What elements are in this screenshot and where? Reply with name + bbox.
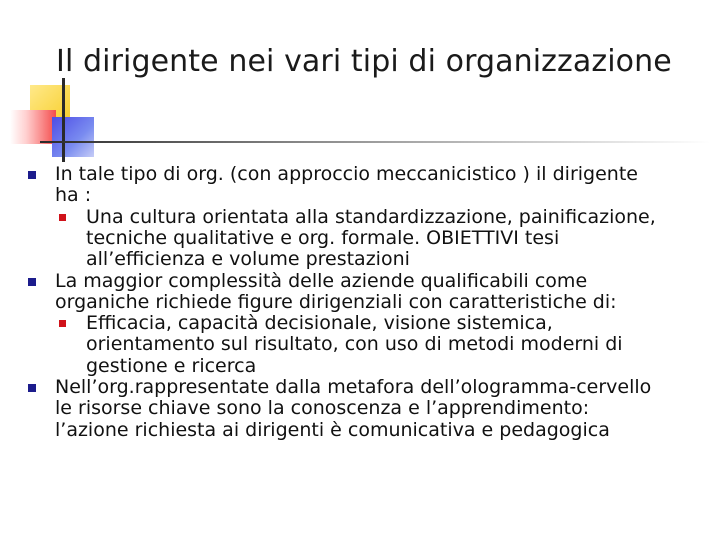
sub-bullet-icon: [59, 214, 66, 221]
bullet-icon: [28, 278, 36, 286]
bullet-text-line: l’azione richiesta ai dirigenti è comunicativa e pedagogica: [55, 418, 610, 441]
bullet-icon: [28, 171, 36, 179]
bullet-text-line: Nell’org.rappresentate dalla metafora dell’ologramma-cervello: [55, 376, 652, 398]
bullet-text-line: organiche richiede figure dirigenziali con caratteristiche di:: [55, 290, 617, 313]
decor-vertical-line: [62, 78, 65, 162]
bullet-text-line: In tale tipo di org. (con approccio meccanicistico ) il dirigente: [55, 163, 638, 185]
slide-title: Il dirigente nei vari tipi di organizzazione: [56, 44, 672, 79]
bullet-icon: [28, 384, 36, 392]
bullet-text-line: gestione e ricerca: [86, 354, 257, 377]
bullet-text-line: le risorse chiave sono la conoscenza e l’apprendimento:: [55, 397, 590, 420]
bullet-text-line: ha :: [55, 184, 92, 207]
bullet-text-line: La maggior complessità delle aziende qualificabili come: [55, 269, 588, 292]
sub-bullet-icon: [59, 320, 66, 327]
title-underline: [40, 141, 710, 143]
bullet-text-line: Efficacia, capacità decisionale, visione sistemica,: [86, 312, 553, 335]
bullet-text-line: tecniche qualitative e org. formale. OBIETTIVI tesi: [86, 226, 560, 249]
bullet-text-line: Una cultura orientata alla standardizzazione, painificazione,: [86, 205, 656, 228]
bullet-text-line: all’efficienza e volume prestazioni: [86, 248, 410, 271]
bullet-text-line: orientamento sul risultato, con uso di metodi moderni di: [86, 333, 623, 356]
decor-blue-square: [52, 117, 94, 157]
decor-red-square: [10, 110, 56, 144]
